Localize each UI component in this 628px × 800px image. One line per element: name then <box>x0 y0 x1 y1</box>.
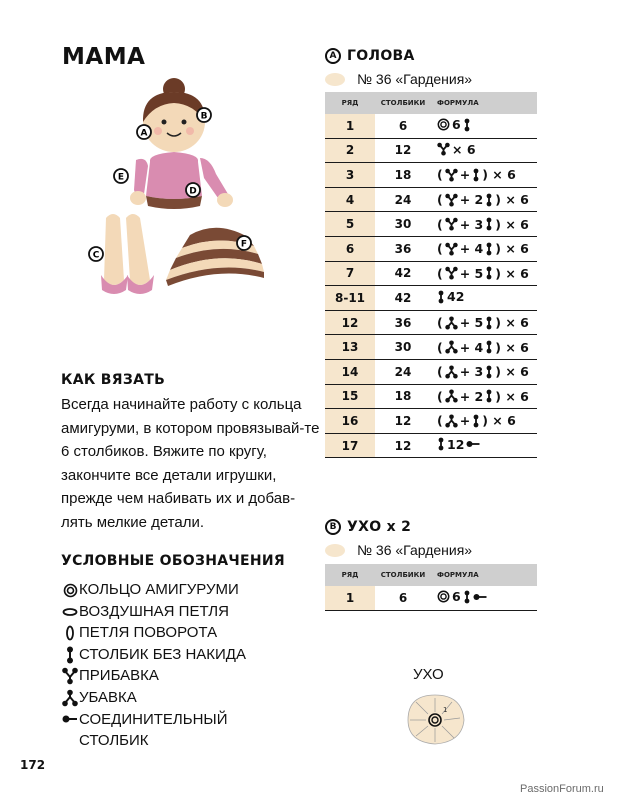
stitch-count-cell: 42 <box>375 286 431 311</box>
doll-skirt <box>166 228 264 286</box>
formula-cell <box>431 236 537 261</box>
formula-text: + 4 <box>459 339 484 355</box>
ear-diagram-label: УХО <box>413 666 444 683</box>
column-header-count: СТОЛБИКИ <box>375 92 431 114</box>
increase-icon <box>445 266 458 280</box>
legend-label: УБАВКА <box>79 688 137 706</box>
single-crochet-icon <box>485 340 493 354</box>
watermark: PassionForum.ru <box>520 783 604 795</box>
legend-label: СТОЛБИК БЕЗ НАКИДА <box>79 645 246 663</box>
formula-cell <box>431 359 537 384</box>
formula-cell <box>431 138 537 163</box>
formula-text: ( <box>437 339 443 355</box>
single-crochet-icon <box>472 414 480 428</box>
formula-text: ) × 6 <box>495 364 529 380</box>
table-row <box>325 310 537 335</box>
formula-text: ( <box>437 167 443 183</box>
formula-cell <box>431 433 537 458</box>
formula <box>437 364 529 379</box>
single-crochet-icon <box>485 193 493 207</box>
slip-stitch-icon <box>466 440 480 448</box>
ear-section-header <box>325 519 411 535</box>
table-header-row <box>325 564 537 586</box>
formula-text: ) × 6 <box>495 241 529 257</box>
head-pattern-table <box>325 92 537 458</box>
row-number-cell: 3 <box>325 163 375 188</box>
row-number-cell: 6 <box>325 236 375 261</box>
increase-icon <box>437 142 450 156</box>
row-number-cell: 15 <box>325 384 375 409</box>
single-crochet-icon <box>485 266 493 280</box>
formula <box>437 589 487 604</box>
stitch-count-cell: 18 <box>375 384 431 409</box>
formula-text: ( <box>437 388 443 404</box>
magic-ring-icon <box>437 590 450 603</box>
single-crochet-icon <box>61 645 79 665</box>
stitch-count-cell: 12 <box>375 138 431 163</box>
doll-body <box>146 152 202 209</box>
figure-label-e-text: E <box>117 172 125 183</box>
legend-label: ВОЗДУШНАЯ ПЕТЛЯ <box>79 602 229 620</box>
figure-label-d-text: D <box>189 186 197 197</box>
row-number-cell: 17 <box>325 433 375 458</box>
decrease-icon <box>445 414 458 428</box>
table-row <box>325 187 537 212</box>
formula-text: 12 <box>447 436 465 452</box>
stitch-count-cell: 12 <box>375 409 431 434</box>
figure-label-d <box>186 183 200 197</box>
doll-arm-right <box>200 158 233 207</box>
formula-cell <box>431 384 537 409</box>
formula-text: ( <box>437 315 443 331</box>
row-number-cell: 4 <box>325 187 375 212</box>
ear-diagram <box>400 690 470 750</box>
formula-cell <box>431 409 537 434</box>
row-number-cell: 16 <box>325 409 375 434</box>
formula-text: ) × 6 <box>495 315 529 331</box>
formula-text: ( <box>437 265 443 281</box>
table-row <box>325 433 537 458</box>
stitch-count-cell: 30 <box>375 335 431 360</box>
formula-text: 6 <box>452 117 461 133</box>
formula-text: + <box>459 413 471 429</box>
stitch-count-cell: 42 <box>375 261 431 286</box>
formula-cell <box>431 286 537 311</box>
section-letter-a: A <box>325 48 341 64</box>
formula-text: ) × 6 <box>495 339 529 355</box>
column-header-row: РЯД <box>325 564 375 586</box>
formula-text: + 4 <box>459 241 484 257</box>
row-number-cell: 13 <box>325 335 375 360</box>
head-section-title: ГОЛОВА <box>347 48 415 64</box>
formula-cell <box>431 586 537 610</box>
table-row <box>325 586 537 610</box>
slip-stitch-icon <box>61 709 79 729</box>
ear-yarn-label: № 36 «Гардения» <box>357 542 473 558</box>
table-row <box>325 138 537 163</box>
ear-section-title: УХО х 2 <box>347 519 412 535</box>
stitch-count-cell: 18 <box>375 163 431 188</box>
head-yarn-label: № 36 «Гардения» <box>357 71 473 87</box>
legend-item-turning-chain <box>61 623 249 645</box>
formula-text: + 3 <box>459 216 484 232</box>
formula-cell <box>431 114 537 138</box>
turning-chain-icon <box>61 623 79 643</box>
formula-cell <box>431 163 537 188</box>
row-number-cell: 5 <box>325 212 375 237</box>
formula-text: + 5 <box>459 265 484 281</box>
formula <box>437 241 529 256</box>
doll-leg-right <box>126 214 154 294</box>
formula <box>437 413 516 428</box>
increase-icon <box>445 217 458 231</box>
single-crochet-icon <box>463 590 471 604</box>
ear-yarn-row <box>325 542 472 558</box>
stitch-count-cell: 6 <box>375 586 431 610</box>
doll-head <box>140 78 205 152</box>
legend-item-magic-ring <box>61 580 249 602</box>
table-row <box>325 261 537 286</box>
decrease-icon <box>445 316 458 330</box>
legend-label: КОЛЬЦО АМИГУРУМИ <box>79 581 239 598</box>
table-row <box>325 163 537 188</box>
formula-text: + <box>459 167 471 183</box>
figure-label-c <box>89 247 103 261</box>
head-section-header <box>325 48 415 64</box>
yarn-color-swatch <box>325 544 345 557</box>
stitch-count-cell: 6 <box>375 114 431 138</box>
formula <box>437 142 476 157</box>
table-row <box>325 335 537 360</box>
increase-icon <box>445 242 458 256</box>
legend-item-single-crochet <box>61 645 249 667</box>
magic-ring-icon <box>61 580 79 600</box>
column-header-formula: ФОРМУЛА <box>431 92 537 114</box>
increase-icon <box>445 193 458 207</box>
single-crochet-icon <box>485 389 493 403</box>
formula-text: ( <box>437 364 443 380</box>
how-to-text: Всегда начинайте работу с кольца амигуруми, в котором провязывай-те 6 столбиков. Вяжите по кругу, закончите все детали игрушки, прежде чем набивать их и добав-лять мелкие детали. <box>61 396 320 531</box>
formula <box>437 340 529 355</box>
legend-list <box>61 580 249 753</box>
legend-label: ПРИБАВКА <box>79 667 159 684</box>
row-number-cell: 12 <box>325 310 375 335</box>
row-number-cell: 7 <box>325 261 375 286</box>
column-header-formula: ФОРМУЛА <box>431 564 537 586</box>
legend-label: ПЕТЛЯ ПОВОРОТА <box>79 624 218 641</box>
stitch-count-cell: 24 <box>375 359 431 384</box>
table-row <box>325 359 537 384</box>
single-crochet-icon <box>472 168 480 182</box>
single-crochet-icon <box>437 437 445 451</box>
formula-text: ) × 6 <box>495 265 529 281</box>
formula-cell <box>431 261 537 286</box>
figure-label-f-text: F <box>240 239 248 250</box>
formula-text: ) × 6 <box>495 388 529 404</box>
single-crochet-icon <box>437 290 445 304</box>
formula-text: + 2 <box>459 192 484 208</box>
legend-item-slip-stitch <box>61 709 249 753</box>
formula-text: ( <box>437 216 443 232</box>
formula-text: ) × 6 <box>495 216 529 232</box>
doll-arm-left <box>130 159 148 205</box>
yarn-color-swatch <box>325 73 345 86</box>
figure-label-e <box>114 169 128 183</box>
table-row <box>325 286 537 311</box>
stitch-count-cell: 36 <box>375 310 431 335</box>
ear-pattern-table <box>325 564 537 611</box>
legend-item-increase <box>61 666 249 688</box>
legend-item-chain <box>61 602 249 624</box>
formula-text: ) × 6 <box>482 413 516 429</box>
table-row <box>325 212 537 237</box>
figure-label-a-text: A <box>140 128 148 139</box>
formula <box>437 389 529 404</box>
row-number-cell: 2 <box>325 138 375 163</box>
formula-text: ( <box>437 241 443 257</box>
single-crochet-icon <box>485 242 493 256</box>
formula <box>437 437 480 452</box>
decrease-icon <box>445 340 458 354</box>
formula-cell <box>431 187 537 212</box>
stitch-count-cell: 36 <box>375 236 431 261</box>
legend-item-decrease <box>61 688 249 710</box>
ear-diagram-row-number: 1 <box>443 706 448 714</box>
formula-cell <box>431 335 537 360</box>
formula <box>437 117 471 132</box>
stitch-count-cell: 30 <box>375 212 431 237</box>
formula <box>437 167 516 182</box>
single-crochet-icon <box>463 118 471 132</box>
figure-label-b-text: B <box>200 111 208 122</box>
table-row <box>325 384 537 409</box>
row-number-cell: 8-11 <box>325 286 375 311</box>
row-number-cell: 1 <box>325 586 375 610</box>
legend-label: СОЕДИНИТЕЛЬНЫЙ СТОЛБИК <box>79 711 228 749</box>
formula <box>437 217 529 232</box>
doll-illustration <box>78 70 278 300</box>
increase-icon <box>61 666 79 686</box>
slip-stitch-icon <box>473 593 487 601</box>
increase-icon <box>445 168 458 182</box>
formula-text: + 5 <box>459 315 484 331</box>
magic-ring-icon <box>437 118 450 131</box>
column-header-count: СТОЛБИКИ <box>375 564 431 586</box>
single-crochet-icon <box>485 217 493 231</box>
table-header-row <box>325 92 537 114</box>
figure-label-c-text: C <box>92 250 100 261</box>
row-number-cell: 1 <box>325 114 375 138</box>
chain-stitch-icon <box>61 602 79 622</box>
column-header-row: РЯД <box>325 92 375 114</box>
formula-cell <box>431 212 537 237</box>
formula <box>437 266 529 281</box>
single-crochet-icon <box>485 365 493 379</box>
how-to-heading: КАК ВЯЗАТЬ <box>61 372 166 388</box>
decrease-icon <box>445 365 458 379</box>
formula-text: 42 <box>447 289 465 305</box>
head-yarn-row <box>325 71 472 87</box>
formula-text: ( <box>437 192 443 208</box>
section-letter-b: B <box>325 519 341 535</box>
stitch-count-cell: 12 <box>375 433 431 458</box>
decrease-icon <box>445 389 458 403</box>
formula-text: ( <box>437 413 443 429</box>
formula-cell <box>431 310 537 335</box>
doll-leg-left <box>101 214 128 294</box>
formula-text: ) × 6 <box>495 192 529 208</box>
decrease-icon <box>61 688 79 708</box>
formula-text: ) × 6 <box>482 167 516 183</box>
formula <box>437 315 529 330</box>
formula-text: × 6 <box>452 141 476 157</box>
formula-text: + 2 <box>459 388 484 404</box>
figure-label-a <box>137 125 151 139</box>
table-row <box>325 114 537 138</box>
formula <box>437 192 529 207</box>
table-row <box>325 236 537 261</box>
figure-label-b <box>197 108 211 122</box>
formula <box>437 289 464 304</box>
stitch-count-cell: 24 <box>375 187 431 212</box>
page-number: 172 <box>20 758 46 772</box>
legend-heading: УСЛОВНЫЕ ОБОЗНАЧЕНИЯ <box>61 553 285 569</box>
figure-label-f <box>237 236 251 250</box>
formula-text: + 3 <box>459 364 484 380</box>
table-row <box>325 409 537 434</box>
page-title: МАМА <box>62 44 146 70</box>
row-number-cell: 14 <box>325 359 375 384</box>
single-crochet-icon <box>485 316 493 330</box>
formula-text: 6 <box>452 589 461 605</box>
